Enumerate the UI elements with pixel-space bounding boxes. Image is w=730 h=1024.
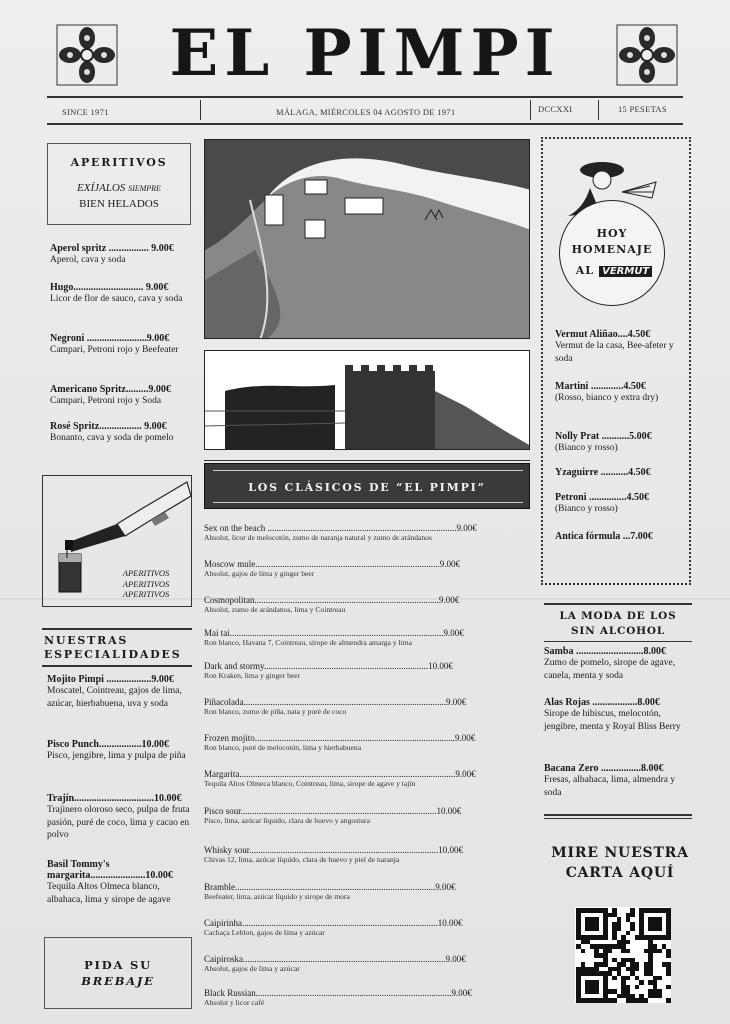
tagline-word: EXÍJALOS: [77, 182, 126, 194]
aperitivos-tagline: [48, 182, 190, 194]
section-rule: [204, 460, 530, 461]
section-rule: [544, 818, 692, 819]
list-item: Rosé Spritz................. 9.00€ Bonanto, cava y soda de pomelo: [50, 421, 174, 443]
list-item: Hugo............................ 9.00€ Licor de flor de sauco, cava y soda: [50, 282, 183, 304]
list-item: Bramble.........................................................................................9.00€ Beefeater, lima, azúcar líquido y sirope de mora: [204, 882, 456, 901]
castle-illustration: [204, 350, 530, 450]
castle-icon: [205, 351, 530, 450]
list-item: Negroni ........................9.00€ Campari, Petroni rojo y Beefeater: [50, 333, 179, 355]
floral-ornament-left-icon: [56, 24, 118, 86]
list-item: Caipirinha.......................................................................................10.00€ Cachaça Leblon, gajos de lima y azúcar: [204, 918, 463, 937]
order-title-2: BREBAJE: [81, 974, 155, 988]
list-item: Mojito Pimpi ..................9.00€ Moscatel, Cointreau, gajos de lima, azúcar, hierbabuena, uva y soda: [47, 674, 182, 709]
list-item: Antica fórmula ...7.00€: [555, 531, 653, 542]
list-item: Piñacolada..........................................................................................9.00€ Ron blanco, zumo de piña, nata y puré de coco: [204, 697, 467, 716]
list-item: Caipiroska..........................................................................................9.00€ Absolut, gajos de lima y azúcar: [204, 954, 466, 973]
list-item: Black Russian.......................................................................................9.00€ Absolut y licor café: [204, 988, 472, 1007]
price-label: 15 PESETAS: [618, 104, 667, 114]
list-item: Frozen mojito.........................................................................................9.00€ Ron blanco, puré de melocotón, lima y hierbabuena: [204, 733, 476, 752]
list-item: Pisco sour.......................................................................................10.00€ Pisco, lima, azúcar líquido, clara de huevo y angostura: [204, 806, 462, 825]
qr-title-2: CARTA AQUÍ: [565, 865, 675, 881]
especialidades-title-2: ESPECIALIDADES: [44, 648, 182, 661]
list-item: Bacana Zero ................8.00€ Fresas, albahaca, lima, almendra y soda: [544, 763, 676, 798]
section-rule: [544, 641, 692, 642]
list-item: Whisky sour....................................................................................10.00€ Chivas 12, lima, azúcar líquido, clara de huevo y piel de naranja: [204, 845, 464, 864]
qr-title-1: MIRE NUESTRA: [551, 845, 689, 861]
aperitivos-ad-box: [42, 475, 192, 607]
badge-line-3: AL VERMUT: [572, 259, 656, 273]
vermut-highlight: VERMUT: [599, 266, 652, 277]
section-rule: [544, 814, 692, 816]
clasicos-title: LOS CLÁSICOS DE “EL PIMPI”: [248, 481, 486, 494]
list-item: Martini .............4.50€ (Rosso, bianco y extra dry): [555, 381, 659, 403]
badge-line-1: HOY: [596, 227, 628, 240]
aperitivos-title: APERITIVOS: [70, 156, 168, 169]
floral-ornament-right-icon: [616, 24, 678, 86]
order-title-1: PIDA SU: [84, 958, 152, 972]
list-item: Pisco Punch.................10.00€ Pisco, jengibre, lima y pulpa de piña: [47, 739, 186, 761]
section-rule: [42, 665, 192, 667]
menu-qr-code[interactable]: [575, 907, 671, 1003]
clasicos-banner: [204, 463, 530, 509]
map-illustration: [204, 139, 530, 339]
banner-inner-rule: [213, 502, 523, 503]
tagline-line-2: BIEN HELADOS: [79, 198, 159, 210]
list-item: Petroni ...............4.50€ (Bianco y rosso): [555, 492, 649, 514]
list-item: Alas Rojas ..................8.00€ Sirope de hibiscus, melocotón, jengibre, menta y Royal Bliss Berry: [544, 697, 681, 732]
list-item: Basil Tommy's margarita......................10.00€ Tequila Altos Olmeca blanco, albahaca, lima y sirope de agave: [47, 859, 173, 905]
list-item: Americano Spritz.........9.00€ Campari, Petroni rojo y Soda: [50, 384, 171, 406]
list-item: Yzaguirre ...........4.50€: [555, 467, 651, 478]
list-item: Vermut Aliñao....4.50€ Vermut de la casa, Bee-afeter y soda: [555, 329, 674, 364]
vermut-badge: [559, 200, 665, 306]
list-item: Margarita................................................................................................9.00€ Tequila Altos Olmeca blanco, Cointreau, lima, sirope de agave y tajín: [204, 769, 476, 788]
ad-caption: APERITIVOS APERITIVOS APERITIVOS: [122, 568, 170, 599]
tagline-small: SIEMPRE: [128, 184, 161, 193]
list-item: Mai tai...............................................................................................9.00€ Ron blanco, Havana 7, Cointreau, sirope de almendra amarga y lima: [204, 628, 464, 647]
list-item: Dark and stormy.........................................................................10.00€ Ron Kraken, lima y ginger beer: [204, 661, 453, 680]
header-divider: [598, 100, 599, 120]
section-rule: [544, 603, 692, 605]
header-divider: [530, 100, 531, 120]
sin-alcohol-title-2: SIN ALCOHOL: [570, 625, 666, 637]
header-rule-bottom: [47, 123, 683, 125]
coastline-map-icon: [205, 140, 530, 339]
especialidades-title-1: NUESTRAS: [44, 634, 129, 647]
roman-numeral: DCCXXI: [538, 104, 573, 114]
badge-line-2: HOMENAJE: [571, 243, 653, 256]
list-item: Trajín................................10.00€ Trajinero oloroso seco, pulpa de fruta pasión, puré de coco, lima y cacao en polvo: [47, 793, 190, 840]
list-item: Aperol spritz ................ 9.00€ Aperol, cava y soda: [50, 243, 174, 265]
order-box: [44, 937, 192, 1009]
qr-code-icon: [576, 908, 670, 1003]
dateline: MÁLAGA, MIÉRCOLES 04 AGOSTO DE 1971: [276, 107, 456, 117]
list-item: Samba ...........................8.00€ Zumo de pomelo, sirope de agave, canela, menta y soda: [544, 646, 676, 681]
header-rule-top: [47, 96, 683, 98]
list-item: Sex on the beach ....................................................................................9.00€ Absolut, licor de melocotón, zumo de naranja natural y zumo de arándanos: [204, 523, 477, 542]
sin-alcohol-title-1: LA MODA DE LOS: [559, 610, 677, 622]
list-item: Moscow mule..................................................................................9.00€ Absolut, gajos de lima y ginger beer: [204, 559, 460, 578]
header-divider: [200, 100, 201, 120]
list-item: Nolly Prat ...........5.00€ (Bianco y rosso): [555, 431, 652, 453]
aperitivos-header-box: [47, 143, 191, 225]
masthead-title: EL PIMPI: [169, 16, 561, 91]
banner-inner-rule: [213, 470, 523, 471]
since-label: SINCE 1971: [62, 107, 109, 117]
section-rule: [42, 628, 192, 630]
list-item: Cosmopolitan..................................................................................9.00€ Absolut, zumo de arándanos, lima y Cointreau: [204, 595, 460, 614]
